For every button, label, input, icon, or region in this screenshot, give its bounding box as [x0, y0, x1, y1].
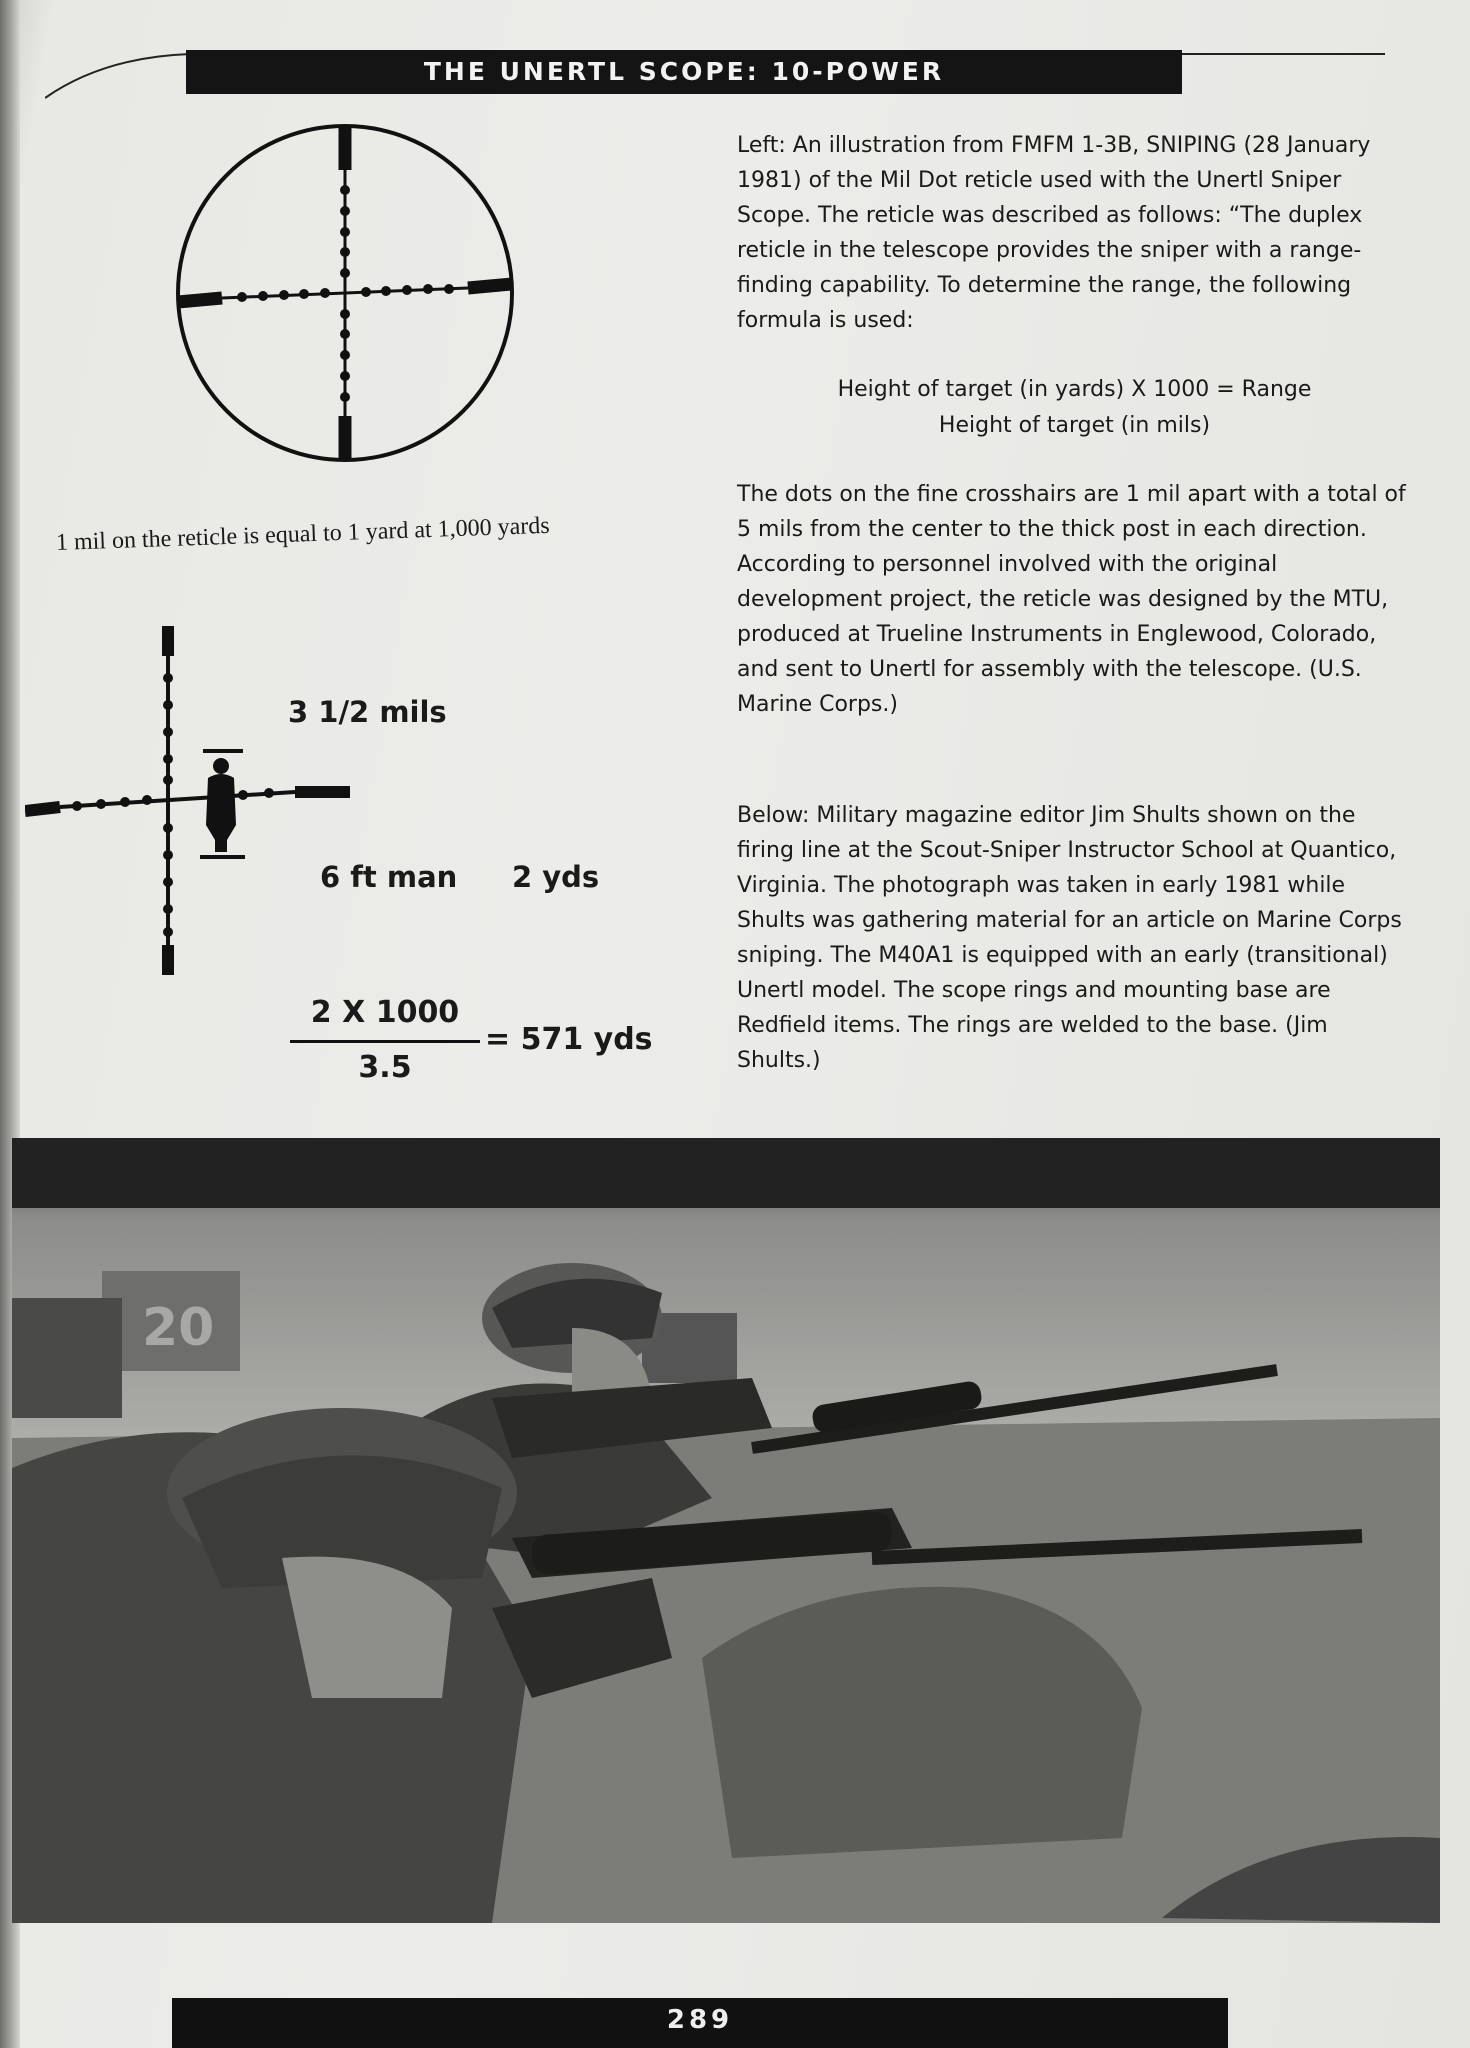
caption-dots-text: [737, 477, 1412, 722]
caption-paragraph-2: The dots on the fine crosshairs are 1 mil apart with a total of 5 mils from the center to the thick post in each direction. According to personnel involved with the original development project, the reticle was designed by the MTU, produced at Trueline Instruments in Englewood, Colorado, and sent to Unertl for assembly with the telescope. (U.S. Marine Corps.): [737, 482, 1406, 717]
formula-denominator: 3.5: [358, 1050, 412, 1085]
caption-paragraph-1: Left: An illustration from FMFM 1-3B, SNIPING (28 January 1981) of the Mil Dot reticle used with the Unertl Sniper Scope. The reticle was described as follows: “The duplex reticle in the telescope provides the sniper with a range-finding capability. To determine the range, the following formula is used:: [737, 133, 1371, 333]
target-number: 20: [142, 1298, 215, 1358]
mil-ranging-diagram: [25, 620, 365, 980]
caption-photo-text: [737, 798, 1412, 1078]
sniper-photograph: [12, 1138, 1440, 1923]
reticle-caption: 1 mil on the reticle is equal to 1 yard at 1,000 yards: [55, 512, 551, 556]
formula-result: = 571 yds: [485, 1022, 653, 1057]
caption-reticle-text: [737, 128, 1412, 338]
diagram-label-mils: 3 1/2 mils: [288, 695, 447, 729]
diagram-label-man: 6 ft man: [320, 860, 458, 894]
page-number-bar: 289: [172, 1998, 1228, 2048]
running-header: THE UNERTL SCOPE: 10-POWER: [186, 50, 1182, 94]
caption-paragraph-3: Below: Military magazine editor Jim Shults shown on the firing line at the Scout-Sniper Instructor School at Quantico, Virginia. The photograph was taken in early 1981 while Shults was gathering material for an article on Marine Corps sniping. The M40A1 is equipped with an early (transitional) Unertl model. The scope rings and mounting base are Redfield items. The rings are welded to the base. (Jim Shults.): [737, 803, 1402, 1073]
mil-dot-reticle-illustration: [170, 118, 520, 468]
diagram-label-yds: 2 yds: [512, 860, 600, 894]
formula-numerator: 2 X 1000: [310, 995, 460, 1030]
range-equation: [737, 372, 1412, 444]
equation-line-1: Height of target (in yards) X 1000 = Range: [837, 377, 1312, 402]
fraction-bar: [290, 1040, 480, 1043]
equation-line-2: Height of target (in mils): [938, 413, 1211, 438]
